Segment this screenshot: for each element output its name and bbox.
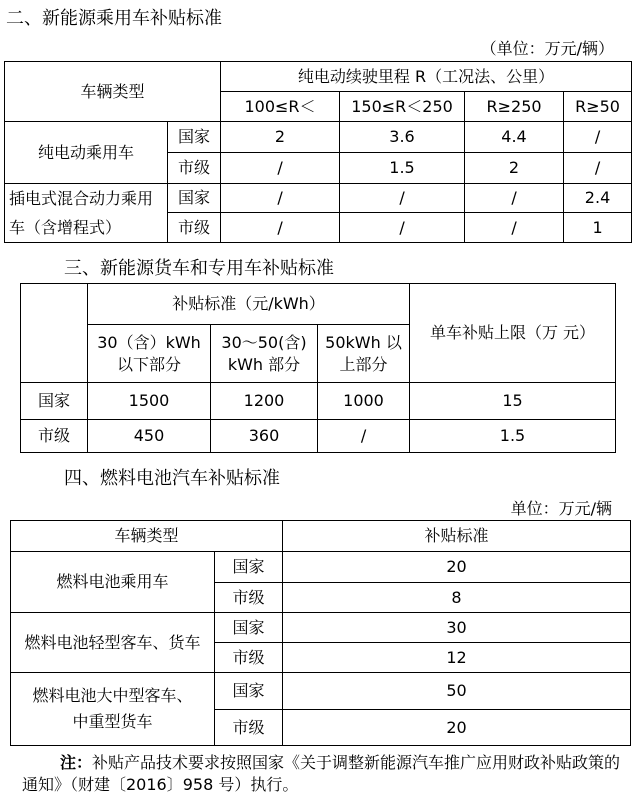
value-cell: 50 bbox=[283, 673, 631, 710]
value-cell: 2.4 bbox=[564, 184, 632, 213]
value-cell: / bbox=[318, 420, 410, 453]
level-cell: 市级 bbox=[215, 583, 283, 613]
section-2-unit: （单位：万元/辆） bbox=[480, 39, 614, 58]
value-cell: 8 bbox=[283, 583, 631, 613]
level-cell: 市级 bbox=[215, 643, 283, 673]
value-cell: 20 bbox=[283, 710, 631, 746]
tier-header: 50kWh 以上部分 bbox=[318, 325, 410, 383]
section-2-heading: 二、新能源乘用车补贴标准 bbox=[6, 8, 222, 29]
value-cell: 1000 bbox=[318, 383, 410, 420]
footnote-text: 补贴产品技术要求按照国家《关于调整新能源汽车推广应用财政补贴政策的通知》（财建〔2016〕958 号）执行。 bbox=[22, 753, 621, 794]
range-tier-2: 150≤R＜250 bbox=[340, 92, 465, 122]
vehicle-type-header: 车辆类型 bbox=[11, 521, 283, 552]
range-header: 纯电动续驶里程 R（工况法、公里） bbox=[221, 62, 632, 92]
value-cell: / bbox=[221, 184, 340, 213]
value-cell: 15 bbox=[410, 383, 616, 420]
value-cell: / bbox=[564, 122, 632, 153]
value-cell: 1200 bbox=[211, 383, 318, 420]
value-cell: 2 bbox=[221, 122, 340, 153]
level-cell: 市级 bbox=[168, 153, 221, 184]
standard-header: 补贴标准（元/kWh） bbox=[88, 284, 410, 325]
section-4-heading: 四、燃料电池汽车补贴标准 bbox=[64, 468, 280, 489]
truck-subsidy-table bbox=[20, 283, 616, 453]
fuel-cell-subsidy-table bbox=[10, 520, 631, 746]
value-cell: 1500 bbox=[88, 383, 211, 420]
corner-cell bbox=[21, 284, 88, 383]
value-cell: / bbox=[465, 184, 564, 213]
value-cell: 4.4 bbox=[465, 122, 564, 153]
footnote-label: 注： bbox=[60, 753, 93, 772]
vehicle-type-cell: 纯电动乘用车 bbox=[5, 122, 168, 184]
value-cell: / bbox=[340, 213, 465, 243]
passenger-car-subsidy-table bbox=[4, 61, 632, 243]
level-cell: 国家 bbox=[168, 184, 221, 213]
level-cell: 国家 bbox=[215, 552, 283, 583]
range-tier-1: 100≤R＜ bbox=[221, 92, 340, 122]
value-cell: 1 bbox=[564, 213, 632, 243]
vehicle-type-header: 车辆类型 bbox=[5, 62, 221, 122]
tier-header: 30～50(含) kWh 部分 bbox=[211, 325, 318, 383]
value-cell: 1.5 bbox=[410, 420, 616, 453]
value-cell: / bbox=[221, 213, 340, 243]
vehicle-type-cell: 燃料电池大中型客车、中重型货车 bbox=[11, 673, 215, 746]
level-cell: 市级 bbox=[21, 420, 88, 453]
vehicle-type-cell: 燃料电池乘用车 bbox=[11, 552, 215, 613]
section-4-unit: 单位：万元/辆 bbox=[510, 499, 612, 518]
value-cell: 3.6 bbox=[340, 122, 465, 153]
value-cell: 360 bbox=[211, 420, 318, 453]
level-cell: 国家 bbox=[168, 122, 221, 153]
value-cell: / bbox=[340, 184, 465, 213]
vehicle-type-cell: 插电式混合动力乘用车（含增程式） bbox=[5, 184, 168, 243]
limit-header: 单车补贴上限（万 元） bbox=[410, 284, 616, 383]
value-cell: / bbox=[465, 213, 564, 243]
value-cell: / bbox=[564, 153, 632, 184]
value-cell: 12 bbox=[283, 643, 631, 673]
footnote bbox=[22, 752, 622, 796]
range-tier-4: R≥50 bbox=[564, 92, 632, 122]
section-3-heading: 三、新能源货车和专用车补贴标准 bbox=[64, 258, 334, 279]
value-cell: 20 bbox=[283, 552, 631, 583]
range-tier-3: R≥250 bbox=[465, 92, 564, 122]
level-cell: 市级 bbox=[215, 710, 283, 746]
value-cell: / bbox=[221, 153, 340, 184]
tier-header: 30（含）kWh 以下部分 bbox=[88, 325, 211, 383]
level-cell: 市级 bbox=[168, 213, 221, 243]
level-cell: 国家 bbox=[215, 673, 283, 710]
value-cell: 450 bbox=[88, 420, 211, 453]
value-cell: 1.5 bbox=[340, 153, 465, 184]
vehicle-type-cell: 燃料电池轻型客车、货车 bbox=[11, 613, 215, 673]
level-cell: 国家 bbox=[215, 613, 283, 643]
value-cell: 2 bbox=[465, 153, 564, 184]
value-cell: 30 bbox=[283, 613, 631, 643]
standard-header: 补贴标准 bbox=[283, 521, 631, 552]
level-cell: 国家 bbox=[21, 383, 88, 420]
